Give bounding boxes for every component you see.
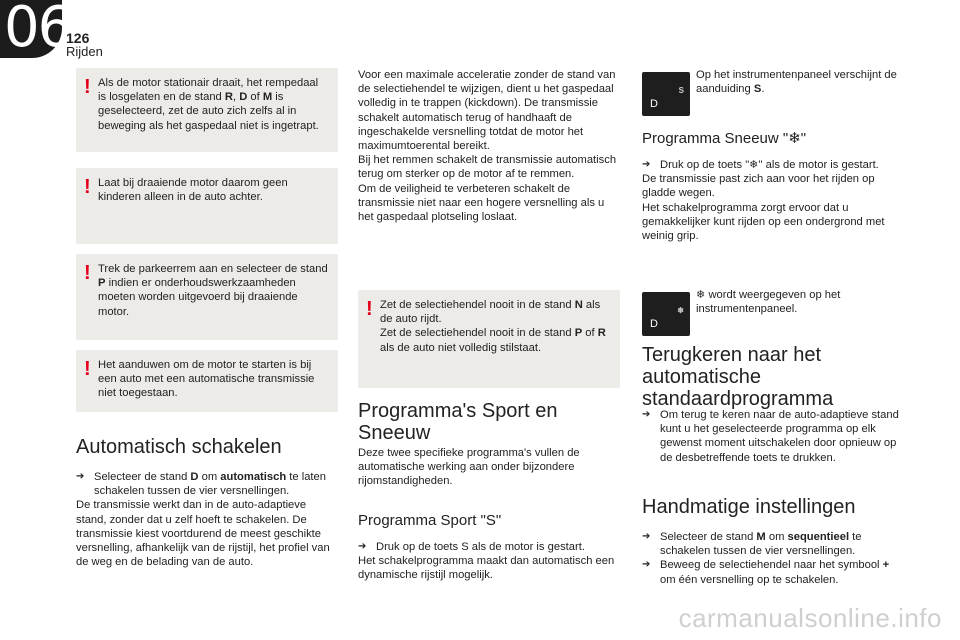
- list-item: ➔ Beweeg de selectiehendel naar het symbool + om één versnelling op te schakelen.: [642, 559, 890, 586]
- heading-terugkeren: Terugkeren naar het automatische standaardprogramma: [642, 344, 834, 410]
- list-item: ➔ Om terug te keren naar de auto-adaptieve stand kunt u het geselecteerde programma op elk gewenst moment uitschakelen door opnieuw op de desbetreffende toets te drukken.: [642, 409, 899, 464]
- gear-indicator: D: [650, 318, 658, 330]
- warning-exclamation-icon: !: [366, 298, 373, 320]
- list-item: ➔ Druk op de toets "❄" als de motor is gestart.: [642, 159, 879, 171]
- warning-exclamation-icon: !: [84, 76, 91, 98]
- arrow-bullet-icon: ➔: [642, 409, 651, 420]
- paragraph: Het schakelprogramma zorgt ervoor dat u gemakkelijker kunt rijden op een ondergrond met weinig grip.: [642, 201, 885, 243]
- heading-handmatige-instellingen: Handmatige instellingen: [642, 496, 856, 518]
- intro-paragraph: Deze twee specifieke programma's vullen de automatische werking aan onder bijzondere rijomstandigheden.: [358, 447, 580, 488]
- chapter-number: 06: [4, 0, 72, 60]
- heading-programma-sport: Programma Sport "S": [358, 512, 502, 529]
- arrow-bullet-icon: ➔: [76, 471, 85, 482]
- warning-exclamation-icon: !: [84, 176, 91, 198]
- paragraph-kickdown: Voor een maximale acceleratie zonder de stand van de selectiehendel te wijzigen, dient u het gaspedaal volledig in te trappen (kickdown). De transmissie schakelt automatisch terug of handhaaft de ingeschakelde versnelling totdat de motor het maximumtoerental bereikt.: [358, 69, 616, 153]
- arrow-bullet-icon: ➔: [642, 159, 651, 170]
- arrow-bullet-icon: ➔: [642, 559, 651, 571]
- warning-text: Trek de parkeerrem aan en selecteer de stand P indien er onderhoudswerkzaamheden moeten worden uitgevoerd bij draaiende motor.: [98, 263, 328, 318]
- gear-indicator: D: [650, 98, 658, 110]
- paragraph: De transmissie werkt dan in de auto-adaptieve stand, zonder dat u zelf hoeft te schakelen. De transmissie kiest voortdurend de meest geschikte versnelling, afhankelijk van de rijstijl, het profiel van de weg en de belading van de auto.: [76, 499, 330, 569]
- arrow-bullet-icon: ➔: [358, 541, 367, 552]
- warning-text: Laat bij draaiende motor daarom geen kinderen alleen in de auto achter.: [98, 177, 288, 204]
- warning-box-motor-idle: [76, 68, 338, 152]
- chapter-tab: [0, 0, 72, 60]
- heading-programma-sneeuw: Programma Sneeuw "❄": [642, 130, 807, 147]
- list-item: ➔ Selecteer de stand M om sequentieel te schakelen tussen de vier versnellingen.: [642, 531, 862, 558]
- sport-mode-indicator: S: [678, 86, 684, 95]
- warning-box-parking-brake: [76, 254, 338, 340]
- warning-text: Zet de selectiehendel nooit in de stand N als de auto rijdt. Zet de selectiehendel nooit in de stand P of R als de auto niet volledig stilstaat.: [380, 299, 606, 354]
- return-body: [642, 408, 904, 465]
- watermark: carmanualsonline.info: [678, 603, 942, 633]
- page-number: 126: [66, 30, 90, 46]
- warning-text: Het aanduwen om de motor te starten is bij een auto met een automatische transmissie niet toegestaan.: [98, 359, 315, 400]
- snow-body: [642, 158, 904, 243]
- arrow-bullet-icon: ➔: [642, 531, 651, 542]
- paragraph-braking: Bij het remmen schakelt de transmissie automatisch terug om sterker op de motor af te remmen.: [358, 154, 617, 181]
- manual-body: [642, 530, 904, 587]
- paragraph-safety: Om de veiligheid te verbeteren schakelt de transmissie niet naar een hogere versnelling als u het gaspedaal plotseling loslaat.: [358, 182, 605, 224]
- snow-indicator-text: ❄ wordt weergegeven op het instrumentenpaneel.: [696, 289, 841, 316]
- column-1-body: [76, 470, 338, 569]
- list-item: ➔ Druk op de toets S als de motor is gestart.: [358, 541, 585, 553]
- paragraph: Het schakelprogramma maakt dan automatisch een dynamische rijstijl mogelijk.: [358, 555, 615, 582]
- warning-box-selector-lever: [358, 290, 620, 388]
- heading-automatisch-schakelen: Automatisch schakelen: [76, 436, 282, 458]
- instrument-panel-snow-image: [642, 292, 690, 336]
- warning-text: Als de motor stationair draait, het rempedaal is losgelaten en de stand R, D of M is geselecteerd, zet de auto zich zelfs al in beweging als het gaspedaal niet is ingetrapt.: [98, 77, 319, 132]
- warning-box-push-start: [76, 350, 338, 412]
- paragraph: De transmissie past zich aan voor het rijden op gladde wegen.: [642, 173, 875, 200]
- snowflake-icon: ❄: [677, 306, 684, 315]
- section-title: Rijden: [66, 44, 103, 59]
- sport-indicator-text: Op het instrumentenpaneel verschijnt de aanduiding S.: [696, 69, 897, 96]
- warning-box-children: [76, 168, 338, 244]
- column-2-body: [358, 68, 620, 224]
- sport-body: [358, 540, 620, 583]
- list-item: ➔ Selecteer de stand D om automatisch te laten schakelen tussen de vier versnellingen.: [76, 471, 326, 498]
- instrument-panel-sport-image: [642, 72, 690, 116]
- warning-exclamation-icon: !: [84, 262, 91, 284]
- heading-sport-sneeuw: Programma's Sport en Sneeuw: [358, 400, 558, 444]
- warning-exclamation-icon: !: [84, 358, 91, 380]
